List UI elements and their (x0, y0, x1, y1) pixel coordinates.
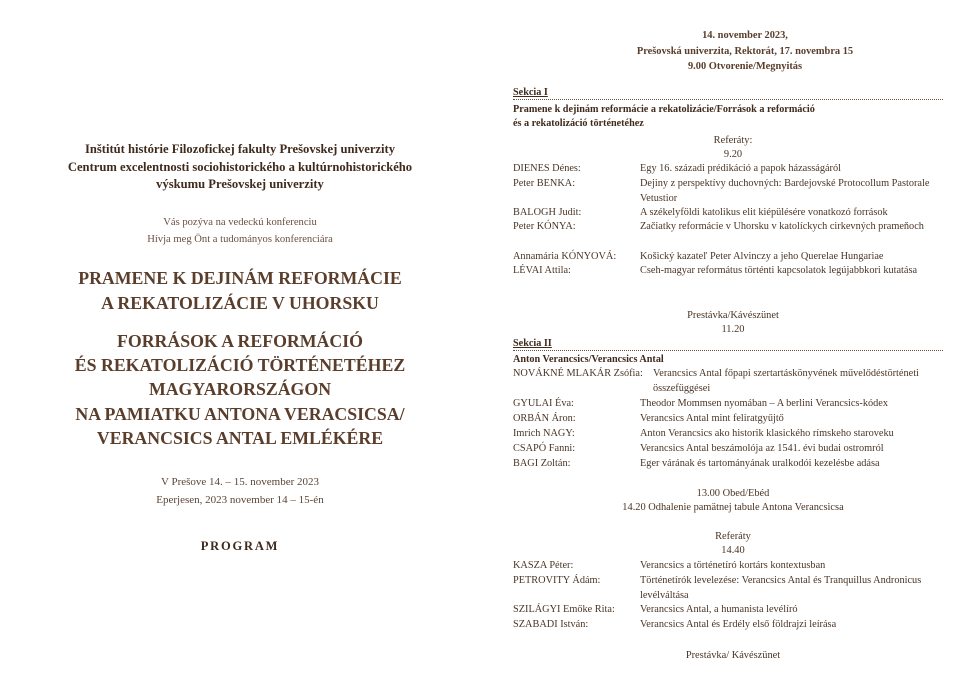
talk-title: Dejiny z perspektívy duchovných: Bardejovské Protocollum Pastorale Vetustior (640, 178, 930, 204)
institute-line: Centrum excelentnosti sociohistorického a kultúrnohistorického (67, 159, 413, 174)
talk-title: Egy 16. századi prédikáció a papok házasságáról (640, 163, 841, 174)
break-time: 11.20 (721, 324, 745, 335)
title-line: NA PAMIATKU ANTONA VERACSICSA/ (75, 403, 405, 424)
section-divider (513, 350, 943, 351)
section-title-line: és a rekatolizáció történetéhez (513, 117, 644, 129)
header-line: 9.00 Otvorenie/Megnyitás (687, 61, 803, 72)
program-header (600, 28, 890, 75)
speaker-name: NOVÁKNÉ MLAKÁR Zsófia: (513, 368, 643, 379)
speaker-name: LÉVAI Attila: (513, 265, 571, 276)
talk-title: A székelyföldi katolikus elit kiépülésére vonatkozó források (640, 207, 888, 218)
section-title-line: Pramene k dejinám reformácie a rekatolizácie/Források a reformáció (513, 104, 815, 115)
talk-title: Verancsics Antal beszámolója az 1541. évi budai ostromról (640, 443, 884, 454)
referaty-label: Referáty (715, 531, 751, 542)
speaker-name: SZABADI István: (513, 619, 589, 630)
date-line: Eperjesen, 2023 november 14 – 15-én (156, 494, 324, 506)
speaker-name: Peter KÓNYA: (513, 221, 576, 232)
talk-title: Košický kazateľ Peter Alvinczy a jeho Querelae Hungariae (640, 251, 884, 262)
title-line: MAGYARORSZÁGON (148, 379, 332, 400)
talk-title: Začiatky reformácie v Uhorsku v katolíckych cirkevných prameňoch (640, 221, 924, 232)
speaker-name: CSAPÓ Fanni: (513, 443, 576, 454)
invite-line-hu: Hívja meg Önt a tudományos konferenciára (147, 234, 333, 245)
speaker-name: ORBÁN Áron: (513, 413, 576, 424)
institute-line: výskumu Prešovskej univerzity (156, 177, 324, 191)
section-1-label: Sekcia I (513, 87, 548, 98)
invite-line-sk: Vás pozýva na vedeckú konferenciu (163, 217, 317, 228)
referaty-label: Referáty: (713, 135, 753, 146)
talk-title: Verancsics Antal főpapi szertartáskönyvének művelődéstörténeti összefüggései (653, 368, 919, 394)
time-label: 9.20 (723, 149, 743, 160)
talk-title: Anton Verancsics ako historik klasického rímskeho staroveku (640, 428, 894, 439)
title-line: A REKATOLIZÁCIE V UHORSKU (101, 293, 379, 313)
title-line: FORRÁSOK A REFORMÁCIÓ (117, 331, 363, 351)
speaker-name: KASZA Péter: (513, 560, 574, 571)
section-2-title: Anton Verancsics/Verancsics Antal (513, 354, 664, 365)
lunch-label: 13.00 Obed/Ebéd (696, 488, 770, 499)
speaker-name: BALOGH Judit: (513, 207, 582, 218)
institute-line: Inštitút histórie Filozofickej fakulty Prešovskej univerzity (84, 142, 396, 156)
talk-title: Theodor Mommsen nyomában – A berlini Verancsics-kódex (640, 398, 889, 409)
speaker-name: BAGI Zoltán: (513, 458, 571, 469)
talk-title: Verancsics Antal mint feliratgyűjtő (640, 413, 784, 424)
time-label: 14.40 (721, 545, 745, 556)
talk-title: Cseh-magyar református történti kapcsolatok legújabbkori kutatása (640, 265, 918, 276)
header-line: 14. november 2023, (702, 30, 788, 41)
speaker-name: SZILÁGYI Emőke Rita: (513, 604, 615, 615)
break-label: Prestávka/Kávészünet (687, 310, 779, 321)
speaker-name: Annamária KÓNYOVÁ: (513, 251, 617, 262)
date-line: V Prešove 14. – 15. november 2023 (160, 476, 320, 488)
title-line: VERANCSICS ANTAL EMLÉKÉRE (96, 427, 384, 448)
program-heading: PROGRAM (200, 539, 280, 553)
talk-title: Történetírók levelezése: Verancsics Antal és Tranquillus Andronicus levélváltása (640, 575, 922, 601)
section-1-title (513, 103, 953, 130)
title-line: PRAMENE K DEJINÁM REFORMÁCIE (78, 268, 402, 288)
header-line: Prešovská univerzita, Rektorát, 17. novembra 15 (636, 45, 854, 57)
section-divider (513, 99, 943, 100)
talk-title: Eger várának és tartományának uralkodói kezelésbe adása (640, 458, 880, 469)
talk-title: Verancsics a történetíró kortárs kontextusban (640, 560, 826, 571)
speaker-name: PETROVITY Ádám: (513, 575, 601, 586)
unveiling-label: 14.20 Odhalenie pamätnej tabule Antona Verancsicsa (622, 502, 844, 513)
speaker-name: DIENES Dénes: (513, 163, 581, 174)
speaker-name: Peter BENKA: (513, 178, 576, 189)
section-2-label: Sekcia II (513, 338, 552, 349)
speaker-name: Imrich NAGY: (513, 428, 575, 439)
speaker-name: GYULAI Éva: (513, 398, 574, 409)
break-label: Prestávka/ Kávészünet (685, 650, 781, 661)
talk-title: Verancsics Antal, a humanista levélíró (640, 604, 798, 615)
talk-title: Verancsics Antal és Erdély első földrajzi leírása (640, 619, 837, 630)
title-line: ÉS REKATOLIZÁCIÓ TÖRTÉNETÉHEZ (74, 355, 406, 376)
